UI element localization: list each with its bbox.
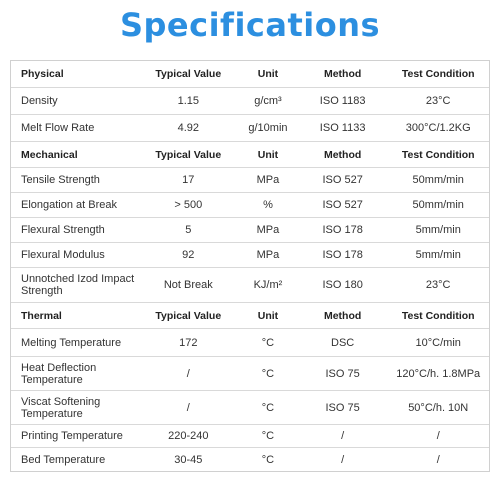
spec-table — [10, 60, 490, 472]
header-cell: Test Condition — [401, 68, 475, 80]
method-cell: ISO 178 — [322, 249, 363, 261]
property-cell: Printing Temperature — [21, 430, 123, 442]
value-cell: Not Break — [163, 279, 213, 291]
unit-cell: MPa — [256, 249, 280, 261]
condition-cell: 10°C/min — [415, 336, 461, 349]
table-row — [11, 88, 489, 115]
table-row — [11, 425, 489, 448]
value-cell: 5 — [185, 224, 192, 236]
table-row — [11, 115, 489, 142]
header-cell: Method — [323, 148, 362, 161]
property-cell: Melting Temperature — [21, 336, 122, 349]
table-row — [11, 357, 489, 391]
unit-cell: °C — [261, 453, 275, 466]
method-cell: / — [341, 453, 345, 466]
table-row — [11, 329, 489, 357]
property-cell: Flexural Strength — [21, 224, 105, 236]
unit-cell: MPa — [256, 224, 280, 236]
header-cell: Mechanical — [21, 148, 78, 161]
section-header-thermal — [11, 303, 489, 329]
unit-cell: KJ/m² — [253, 279, 283, 291]
unit-cell: °C — [261, 430, 275, 442]
condition-cell: 23°C — [425, 95, 451, 107]
method-cell: ISO 1133 — [319, 122, 366, 134]
page-title: Specifications — [119, 6, 381, 44]
section-header-mechanical — [11, 142, 489, 168]
value-cell: / — [186, 401, 190, 414]
table-row — [11, 268, 489, 303]
condition-cell: 5mm/min — [415, 224, 461, 236]
method-cell: ISO 527 — [322, 174, 363, 186]
header-cell: Thermal — [21, 309, 62, 322]
value-cell: > 500 — [174, 199, 203, 211]
value-cell: 30-45 — [174, 453, 203, 466]
table-row — [11, 243, 489, 268]
method-cell: ISO 527 — [322, 199, 363, 211]
method-cell: ISO 75 — [325, 401, 360, 414]
condition-cell: 300°C/1.2KG — [405, 122, 471, 134]
method-cell: DSC — [331, 336, 355, 349]
condition-cell: 5mm/min — [415, 249, 461, 261]
table-row — [11, 391, 489, 425]
header-cell: Method — [323, 309, 362, 322]
property-cell: Unnotched Izod Impact Strength — [21, 273, 135, 297]
property-cell: Density — [21, 95, 58, 107]
value-cell: 17 — [182, 174, 195, 186]
unit-cell: % — [263, 199, 273, 211]
header-cell: Typical Value — [155, 309, 222, 322]
method-cell: ISO 178 — [322, 224, 363, 236]
method-cell: / — [341, 430, 345, 442]
value-cell: 4.92 — [177, 122, 199, 134]
table-row — [11, 193, 489, 218]
table-row — [11, 448, 489, 471]
section-header-physical — [11, 61, 489, 88]
property-cell: Melt Flow Rate — [21, 122, 95, 134]
method-cell: ISO 1183 — [319, 95, 366, 107]
value-cell: 172 — [179, 336, 198, 349]
header-cell: Physical — [21, 68, 64, 80]
property-cell: Flexural Modulus — [21, 249, 105, 261]
property-cell: Bed Temperature — [21, 453, 106, 466]
property-cell: Viscat Softening Temperature — [21, 395, 101, 420]
header-cell: Method — [323, 68, 362, 80]
header-cell: Typical Value — [155, 68, 222, 80]
condition-cell: 120°C/h. 1.8MPa — [396, 367, 481, 380]
unit-cell: °C — [261, 401, 275, 414]
value-cell: 92 — [182, 249, 195, 261]
property-cell: Heat Deflection Temperature — [21, 361, 97, 386]
unit-cell: g/10min — [248, 122, 288, 134]
condition-cell: 50°C/h. 10N — [408, 401, 469, 414]
header-cell: Unit — [257, 68, 279, 80]
header-cell: Typical Value — [155, 148, 222, 161]
property-cell: Tensile Strength — [21, 174, 100, 186]
table-row — [11, 218, 489, 243]
property-cell: Elongation at Break — [21, 199, 118, 211]
method-cell: ISO 180 — [322, 279, 363, 291]
table-row — [11, 168, 489, 193]
header-cell: Test Condition — [401, 148, 475, 161]
value-cell: 1.15 — [177, 95, 199, 107]
value-cell: 220-240 — [168, 430, 209, 442]
condition-cell: 50mm/min — [412, 174, 464, 186]
header-cell: Test Condition — [401, 309, 475, 322]
condition-cell: / — [436, 430, 440, 442]
header-cell: Unit — [257, 148, 279, 161]
unit-cell: g/cm³ — [254, 95, 282, 107]
condition-cell: / — [436, 453, 440, 466]
unit-cell: °C — [261, 336, 275, 349]
unit-cell: °C — [261, 367, 275, 380]
value-cell: / — [186, 367, 190, 380]
header-cell: Unit — [257, 309, 279, 322]
method-cell: ISO 75 — [325, 367, 360, 380]
condition-cell: 23°C — [425, 279, 451, 291]
condition-cell: 50mm/min — [412, 199, 464, 211]
unit-cell: MPa — [256, 174, 280, 186]
